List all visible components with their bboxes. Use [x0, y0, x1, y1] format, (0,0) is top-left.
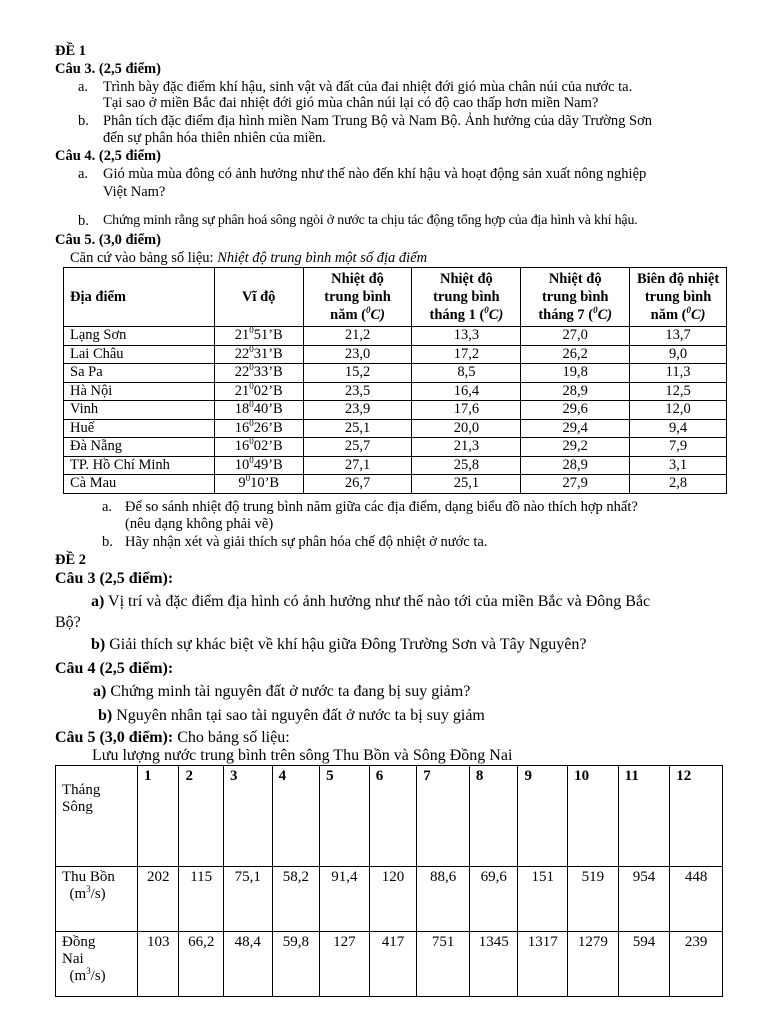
flow-cell: 69,6 [469, 867, 518, 932]
cell-place: Hà Nội [64, 382, 215, 401]
exam-1-q3-b-label: b. [78, 113, 89, 129]
exam-1-q5-a-line2: (nêu dạng không phải vẽ) [125, 516, 274, 532]
flow-cell: 59,8 [272, 932, 320, 997]
cell-annual: 15,2 [303, 364, 412, 383]
flow-cell: 120 [369, 867, 417, 932]
river-table-header [56, 766, 723, 867]
cell-amplitude: 2,8 [630, 475, 727, 494]
cell-annual: 23,9 [303, 401, 412, 420]
temperature-table [63, 267, 727, 494]
exam-1-q4-a-label: a. [78, 166, 89, 182]
exam-1-q3-heading: Câu 3. (2,5 điểm) [55, 61, 161, 77]
cell-jan: 8,5 [412, 364, 521, 383]
flow-cell: 519 [568, 867, 619, 932]
exam-2-q3-a-line2: Bộ? [55, 614, 81, 631]
cell-annual: 23,5 [303, 382, 412, 401]
cell-jul: 26,2 [521, 345, 630, 364]
table-row [64, 327, 727, 346]
cell-jan: 17,6 [412, 401, 521, 420]
exam-1-q4-b-line1: Chứng minh rằng sự phân hoá sông ngòi ở nước ta chịu tác động tổng hợp của địa hình và khí hậu. [103, 213, 638, 228]
col-header-latitude: Vĩ độ [214, 268, 303, 327]
flow-cell: 417 [369, 932, 417, 997]
cell-annual: 25,7 [303, 438, 412, 457]
month-header: 5 [320, 766, 370, 867]
table-row [64, 438, 727, 457]
exam-2-q3-a-line1: a) Vị trí và đặc điểm địa hình có ảnh hưởng như thế nào tới của miền Bắc và Đông Bắc [91, 593, 651, 610]
corner-cell: Tháng Sông [56, 766, 138, 867]
table-row [64, 419, 727, 438]
cell-jul: 28,9 [521, 456, 630, 475]
cell-jan: 25,8 [412, 456, 521, 475]
cell-latitude: $22^031’B$ [214, 345, 303, 364]
exam-1-q5-b-label: b. [102, 534, 113, 550]
cell-jul: 29,2 [521, 438, 630, 457]
exam-1-q3-b-line1: Phân tích đặc điểm địa hình miền Nam Trung Bộ và Nam Bộ. Ảnh hưởng của dãy Trường Sơn [103, 113, 653, 129]
exam-2-title: ĐỀ 2 [55, 552, 87, 568]
cell-amplitude: 9,4 [630, 419, 727, 438]
col-header-jul-temp: Nhiệt độ trung bình tháng 7 ($^0$C) [521, 268, 630, 327]
exam-1-q5-intro: Căn cứ vào bảng số liệu: Nhiệt độ trung bình một số địa điểm [70, 250, 428, 266]
table-row [64, 364, 727, 383]
cell-jul: 28,9 [521, 382, 630, 401]
flow-cell: 75,1 [223, 867, 272, 932]
cell-place: Vinh [64, 401, 215, 420]
cell-place: TP. Hồ Chí Minh [64, 456, 215, 475]
month-header: 6 [369, 766, 417, 867]
cell-annual: 25,1 [303, 419, 412, 438]
flow-cell: 1317 [518, 932, 568, 997]
cell-annual: 21,2 [303, 327, 412, 346]
cell-latitude: $22^033’B$ [214, 364, 303, 383]
cell-place: Cà Mau [64, 475, 215, 494]
table-row [64, 345, 727, 364]
exam-2-q4-heading: Câu 4 (2,5 điểm): [55, 660, 174, 677]
cell-jul: 27,9 [521, 475, 630, 494]
cell-amplitude: 3,1 [630, 456, 727, 475]
cell-jul: 27,0 [521, 327, 630, 346]
exam-2-q3-b-line1: b) Giải thích sự khác biệt về khí hậu giữa Đông Trường Sơn và Tây Nguyên? [91, 636, 587, 653]
month-header: 7 [417, 766, 470, 867]
cell-latitude: $10^049’B$ [214, 456, 303, 475]
exam-1-q3-b-line2: đến sự phân hóa thiên nhiên của miền. [103, 130, 326, 146]
month-header: 3 [223, 766, 272, 867]
exam-1-q5-a-line1: Để so sánh nhiệt độ trung bình năm giữa các địa điểm, dạng biểu đồ nào thích hợp nhất? [125, 499, 638, 515]
table-row [64, 382, 727, 401]
flow-cell: 58,2 [272, 867, 320, 932]
cell-latitude: $18^040’B$ [214, 401, 303, 420]
flow-cell: 91,4 [320, 867, 370, 932]
cell-annual: 26,7 [303, 475, 412, 494]
exam-1-q4-heading: Câu 4. (2,5 điểm) [55, 148, 161, 164]
month-header: 12 [670, 766, 723, 867]
river-name-thu-bon: Thu Bồn $(m^3/s)$ [56, 867, 138, 932]
flow-cell: 151 [518, 867, 568, 932]
flow-cell: 115 [179, 867, 224, 932]
table-row [56, 867, 723, 932]
cell-place: Lai Châu [64, 345, 215, 364]
cell-latitude: $16^002’B$ [214, 438, 303, 457]
month-header: 8 [469, 766, 518, 867]
table-row [64, 475, 727, 494]
flow-cell: 594 [618, 932, 670, 997]
flow-cell: 954 [618, 867, 670, 932]
table-row [56, 932, 723, 997]
cell-jan: 13,3 [412, 327, 521, 346]
month-header: 11 [618, 766, 670, 867]
cell-jan: 25,1 [412, 475, 521, 494]
table-row [64, 456, 727, 475]
cell-jan: 20,0 [412, 419, 521, 438]
cell-amplitude: 12,0 [630, 401, 727, 420]
month-header: 9 [518, 766, 568, 867]
cell-latitude: $16^026’B$ [214, 419, 303, 438]
exam-1-q3-a-line2: Tại sao ở miền Bắc đai nhiệt đới gió mùa chân núi lại có độ cao thấp hơn miền Nam? [103, 95, 599, 111]
cell-jan: 21,3 [412, 438, 521, 457]
exam-2-q5-caption: Lưu lượng nước trung bình trên sông Thu Bồn và Sông Đồng Nai [92, 747, 513, 764]
cell-jan: 16,4 [412, 382, 521, 401]
col-header-annual-temp: Nhiệt độ trung bình năm ($^0$C) [303, 268, 412, 327]
cell-latitude: $9^010’B$ [214, 475, 303, 494]
exam-1-q5-heading: Câu 5. (3,0 điểm) [55, 232, 161, 248]
flow-cell: 48,4 [223, 932, 272, 997]
exam-2-q4-a-line1: a) Chứng minh tài nguyên đất ở nước ta đang bị suy giảm? [93, 683, 471, 700]
flow-cell: 127 [320, 932, 370, 997]
flow-cell: 202 [137, 867, 178, 932]
month-header: 2 [179, 766, 224, 867]
flow-cell: 1279 [568, 932, 619, 997]
table-row [64, 401, 727, 420]
flow-cell: 1345 [469, 932, 518, 997]
cell-annual: 23,0 [303, 345, 412, 364]
exam-2-q3-heading: Câu 3 (2,5 điểm): [55, 570, 174, 587]
exam-1-q4-a-line1: Gió mùa mùa đông có ảnh hưởng như thế nào đến khí hậu và hoạt động sản xuất nông nghiệp [103, 166, 647, 182]
cell-amplitude: 11,3 [630, 364, 727, 383]
cell-place: Lạng Sơn [64, 327, 215, 346]
month-header: 1 [137, 766, 178, 867]
exam-1-q3-a-label: a. [78, 79, 89, 95]
flow-cell: 239 [670, 932, 723, 997]
cell-amplitude: 9,0 [630, 345, 727, 364]
cell-annual: 27,1 [303, 456, 412, 475]
cell-latitude: $21^002’B$ [214, 382, 303, 401]
exam-1-q4-a-line2: Việt Nam? [103, 184, 166, 200]
cell-amplitude: 7,9 [630, 438, 727, 457]
flow-cell: 66,2 [179, 932, 224, 997]
col-header-jan-temp: Nhiệt độ trung bình tháng 1 ($^0$C) [412, 268, 521, 327]
col-header-amplitude: Biên độ nhiệt trung bình năm ($^0$C) [630, 268, 727, 327]
exam-1-q5-a-label: a. [102, 499, 113, 515]
temperature-table-header [64, 268, 727, 327]
cell-jul: 19,8 [521, 364, 630, 383]
river-name-dong-nai: Đồng Nai $(m^3/s)$ [56, 932, 138, 997]
flow-cell: 448 [670, 867, 723, 932]
exam-2-q4-b-line1: b) Nguyên nhân tại sao tài nguyên đất ở nước ta bị suy giảm [98, 707, 485, 724]
exam-1-title: ĐỀ 1 [55, 43, 87, 59]
exam-1-q4-b-label: b. [78, 213, 89, 229]
flow-cell: 103 [137, 932, 178, 997]
cell-amplitude: 12,5 [630, 382, 727, 401]
col-header-place: Địa điểm [64, 268, 215, 327]
cell-place: Huế [64, 419, 215, 438]
cell-jan: 17,2 [412, 345, 521, 364]
cell-latitude: $21^051’B$ [214, 327, 303, 346]
month-header: 4 [272, 766, 320, 867]
exam-2-q5-heading: Câu 5 (3,0 điểm): Cho bảng số liệu: [55, 729, 290, 746]
cell-place: Đà Nẵng [64, 438, 215, 457]
cell-jul: 29,6 [521, 401, 630, 420]
cell-amplitude: 13,7 [630, 327, 727, 346]
exam-1-q5-b-line1: Hãy nhận xét và giải thích sự phân hóa chế độ nhiệt ở nước ta. [125, 534, 488, 550]
flow-cell: 751 [417, 932, 470, 997]
flow-cell: 88,6 [417, 867, 470, 932]
cell-jul: 29,4 [521, 419, 630, 438]
cell-place: Sa Pa [64, 364, 215, 383]
exam-1-q3-a-line1: Trình bày đặc điểm khí hậu, sinh vật và đất của đai nhiệt đới gió mùa chân núi của nước ta. [103, 79, 633, 95]
month-header: 10 [568, 766, 619, 867]
river-flow-table [55, 765, 723, 997]
